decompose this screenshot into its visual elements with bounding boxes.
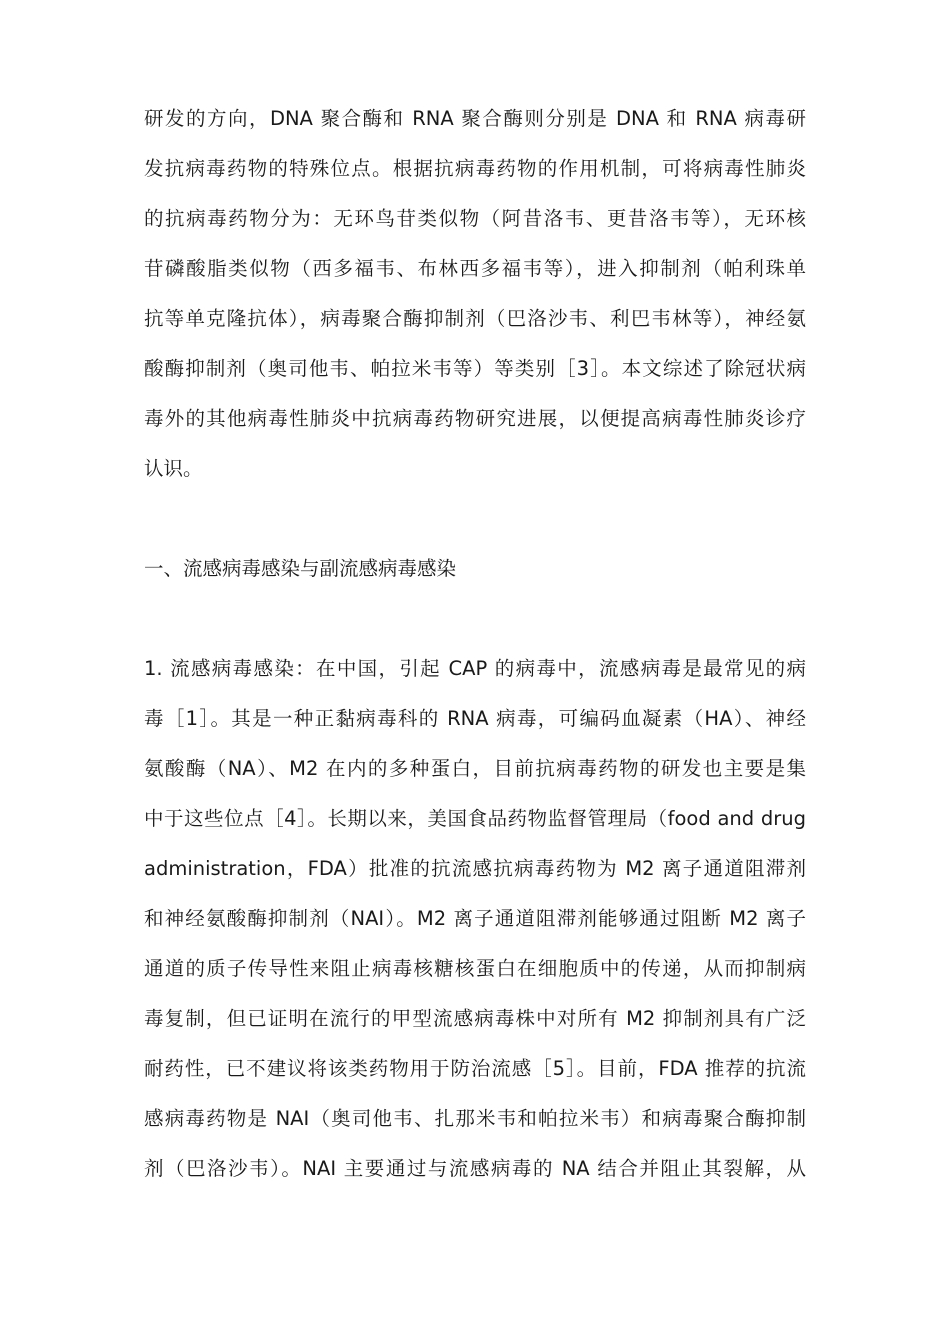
text-line: 通道的质子传导性来阻止病毒核糖核蛋白在细胞质中的传递，从而抑制病 [144,957,806,980]
text-line: 抗等单克隆抗体），病毒聚合酶抑制剂（巴洛沙韦、利巴韦林等），神经氨 [144,307,806,330]
text-line: 毒外的其他病毒性肺炎中抗病毒药物研究进展，以便提高病毒性肺炎诊疗 [144,407,806,430]
text-line: 耐药性，已不建议将该类药物用于防治流感［5］。目前，FDA 推荐的抗流 [144,1057,806,1080]
text-line: 1. 流感病毒感染：在中国，引起 CAP 的病毒中，流感病毒是最常见的病 [144,657,806,680]
text-line: 和神经氨酸酶抑制剂（NAI）。M2 离子通道阻滞剂能够通过阻断 M2 离子 [144,907,806,930]
text-line: administration，FDA）批准的抗流感抗病毒药物为 M2 离子通道阻滞剂 [144,857,806,880]
text-line: 苷磷酸脂类似物（西多福韦、布林西多福韦等），进入抑制剂（帕利珠单 [144,257,806,280]
text-line: 感病毒药物是 NAI（奥司他韦、扎那米韦和帕拉米韦）和病毒聚合酶抑制 [144,1107,806,1130]
text-line: 的抗病毒药物分为：无环鸟苷类似物（阿昔洛韦、更昔洛韦等），无环核 [144,207,806,230]
text-line: 毒复制，但已证明在流行的甲型流感病毒株中对所有 M2 抑制剂具有广泛 [144,1007,806,1030]
text-line: 认识。 [144,457,203,480]
text-line: 发抗病毒药物的特殊位点。根据抗病毒药物的作用机制，可将病毒性肺炎 [144,157,806,180]
text-line: 中于这些位点［4］。长期以来，美国食品药物监督管理局（food and drug [144,807,806,830]
text-line: 研发的方向，DNA 聚合酶和 RNA 聚合酶则分别是 DNA 和 RNA 病毒研 [144,107,806,130]
section-heading: 一、流感病毒感染与副流感病毒感染 [144,557,457,580]
text-line: 酸酶抑制剂（奥司他韦、帕拉米韦等）等类别［3］。本文综述了除冠状病 [144,357,806,380]
text-line: 氨酸酶（NA）、M2 在内的多种蛋白，目前抗病毒药物的研发也主要是集 [144,757,806,780]
text-line: 毒［1］。其是一种正黏病毒科的 RNA 病毒，可编码血凝素（HA）、神经 [144,707,806,730]
text-line: 剂（巴洛沙韦）。NAI 主要通过与流感病毒的 NA 结合并阻止其裂解，从 [144,1157,806,1180]
